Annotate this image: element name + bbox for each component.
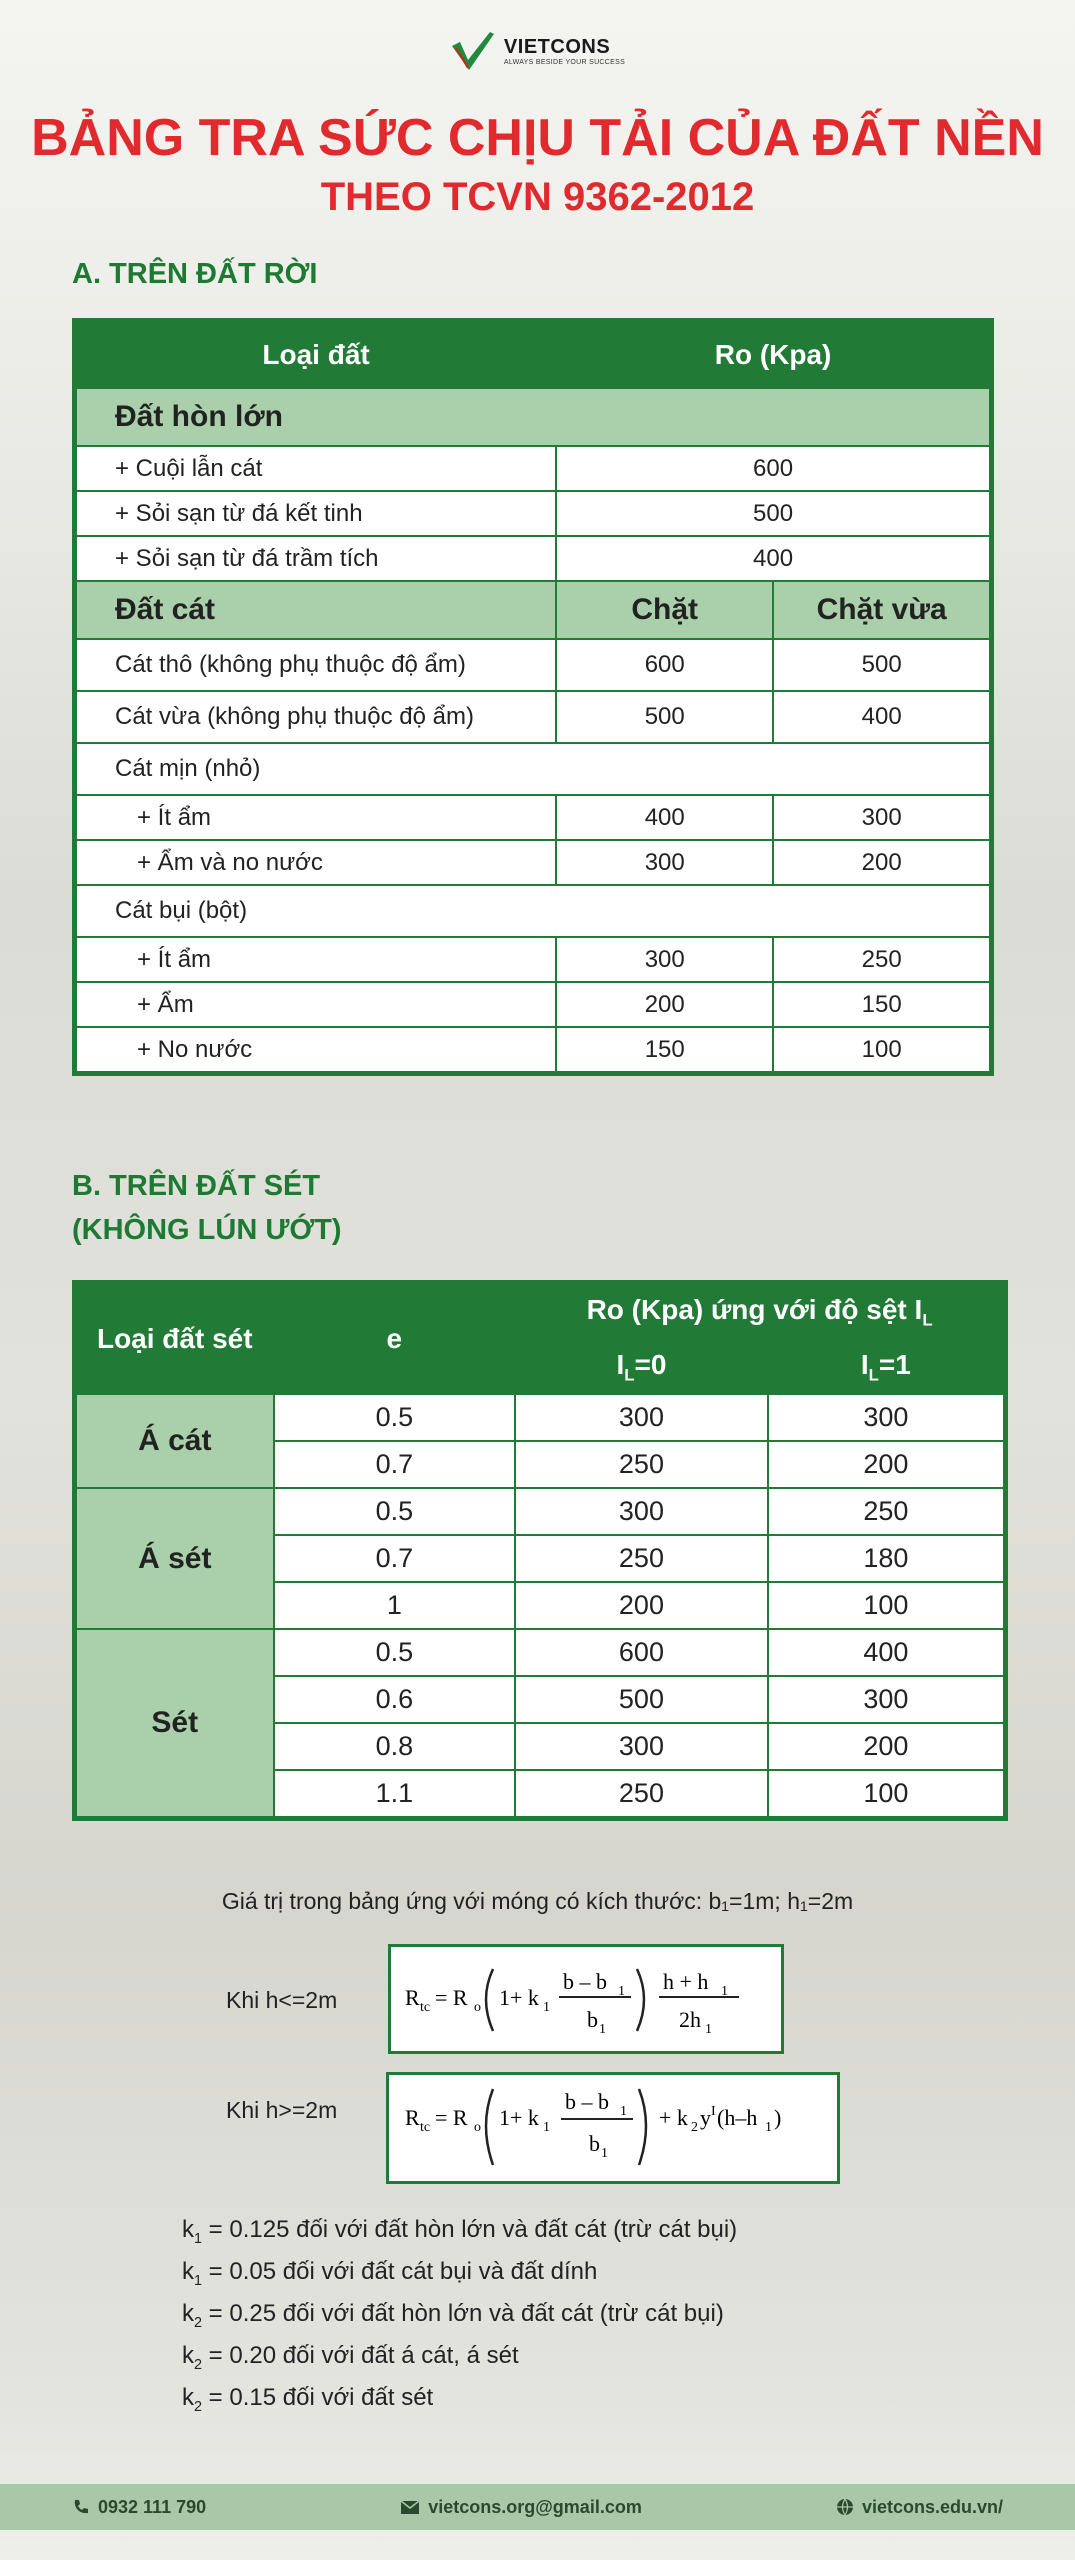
formula-box-1 <box>388 1944 784 2054</box>
row-label: + Ẩm và no nước <box>75 840 557 885</box>
svg-text:o: o <box>474 2000 481 2015</box>
row-label: + Sỏi sạn từ đá kết tinh <box>75 491 557 536</box>
row-label: + No nước <box>75 1027 557 1074</box>
cell-il0: 200 <box>515 1582 768 1629</box>
table-row <box>75 1394 1006 1441</box>
checkmark-logo-icon <box>450 30 496 72</box>
row-value-dense: 200 <box>556 982 773 1027</box>
globe-icon <box>836 2498 854 2516</box>
brand-tagline: ALWAYS BESIDE YOUR SUCCESS <box>503 58 626 66</box>
page-title: BẢNG TRA SỨC CHỊU TẢI CỦA ĐẤT NỀN <box>31 109 1044 167</box>
section-b-title: B. TRÊN ĐẤT SÉT <box>72 1170 321 1202</box>
footer-phone[interactable]: 0932 111 790 <box>72 2497 206 2518</box>
svg-text:(h–h: (h–h <box>717 2105 758 2130</box>
page-subtitle: THEO TCVN 9362-2012 <box>320 175 755 219</box>
cell-il1: 250 <box>768 1488 1006 1535</box>
email-icon <box>400 2500 420 2515</box>
table-row <box>75 937 992 982</box>
cell-il1: 200 <box>768 1441 1006 1488</box>
soil-name: Sét <box>75 1629 274 1819</box>
cell-il1: 200 <box>768 1723 1006 1770</box>
table-row <box>75 446 992 491</box>
group-coarse-soil: Đất hòn lớn <box>75 388 992 446</box>
cell-il1: 100 <box>768 1770 1006 1819</box>
row-value: 600 <box>556 446 991 491</box>
row-label: Cát thô (không phụ thuộc độ ẩm) <box>75 639 557 691</box>
svg-text:1: 1 <box>543 2000 550 2015</box>
svg-text:): ) <box>774 2105 782 2130</box>
cell-e: 0.7 <box>274 1441 516 1488</box>
row-value-medium: 250 <box>773 937 991 982</box>
condition-2: Khi h>=2m <box>226 2097 338 2123</box>
svg-text:b: b <box>589 2131 600 2156</box>
row-value: 500 <box>556 491 991 536</box>
table-row <box>75 795 992 840</box>
svg-text:b: b <box>587 2007 598 2032</box>
phone-icon <box>72 2498 90 2516</box>
cell-e: 1.1 <box>274 1770 516 1819</box>
header-e: e <box>274 1283 516 1395</box>
row-value-medium: 300 <box>773 795 991 840</box>
header-clay-type: Loại đất sét <box>75 1283 274 1395</box>
header-dense: Chặt <box>556 581 773 639</box>
table-clay-soil <box>72 1280 1008 1821</box>
svg-text:o: o <box>474 2120 481 2135</box>
cell-e: 0.5 <box>274 1629 516 1676</box>
svg-text:1: 1 <box>543 2120 550 2135</box>
svg-text:b – b: b – b <box>565 2089 609 2114</box>
row-value-medium: 400 <box>773 691 991 743</box>
svg-text:= R: = R <box>435 1985 468 2010</box>
row-label: + Ẩm <box>75 982 557 1027</box>
svg-text:1: 1 <box>601 2146 608 2161</box>
row-value-medium: 150 <box>773 982 991 1027</box>
table-row <box>75 691 992 743</box>
cell-il1: 400 <box>768 1629 1006 1676</box>
svg-text:1: 1 <box>705 2022 712 2037</box>
svg-text:+ k: + k <box>659 2105 688 2130</box>
row-value-medium: 500 <box>773 639 991 691</box>
subgroup-fine-sand: Cát mịn (nhỏ) <box>75 743 992 795</box>
svg-text:2: 2 <box>691 2120 698 2135</box>
svg-text:b – b: b – b <box>563 1969 607 1994</box>
svg-text:y: y <box>700 2105 711 2130</box>
cell-il0: 600 <box>515 1629 768 1676</box>
cell-e: 0.8 <box>274 1723 516 1770</box>
svg-text:2h: 2h <box>679 2007 701 2032</box>
footer-email[interactable]: vietcons.org@gmail.com <box>400 2497 642 2518</box>
header-il-1: $I_L=1$ <box>768 1340 1006 1394</box>
cell-il1: 300 <box>768 1676 1006 1723</box>
row-value-dense: 400 <box>556 795 773 840</box>
cell-il0: 300 <box>515 1723 768 1770</box>
svg-text:h + h: h + h <box>663 1969 709 1994</box>
cell-e: 0.5 <box>274 1488 516 1535</box>
row-value-dense: 150 <box>556 1027 773 1074</box>
svg-text:1: 1 <box>618 1984 625 1999</box>
svg-text:= R: = R <box>435 2105 468 2130</box>
row-value-dense: 300 <box>556 840 773 885</box>
svg-text:I: I <box>711 2104 716 2119</box>
table-row <box>75 639 992 691</box>
dimension-note: Giá trị trong bảng ứng với móng có kích thước: b₁=1m; h₁=2m <box>221 1888 854 1914</box>
section-a-title: A. TRÊN ĐẤT RỜI <box>72 258 318 290</box>
table-row <box>75 982 992 1027</box>
table-row <box>75 1488 1006 1535</box>
table-loose-soil <box>72 318 994 1076</box>
row-value-medium: 100 <box>773 1027 991 1074</box>
cell-il1: 180 <box>768 1535 1006 1582</box>
svg-text:1: 1 <box>599 2022 606 2037</box>
row-label: + Sỏi sạn từ đá trầm tích <box>75 536 557 581</box>
header-soil-type: Loại đất <box>75 321 557 389</box>
cell-il0: 500 <box>515 1676 768 1723</box>
cell-e: 1 <box>274 1582 516 1629</box>
footer-website[interactable]: vietcons.edu.vn/ <box>836 2497 1003 2518</box>
table-row <box>75 1027 992 1074</box>
header-medium-dense: Chặt vừa <box>773 581 991 639</box>
formula-1 <box>391 1947 781 2051</box>
row-value-dense: 300 <box>556 937 773 982</box>
row-label: + Cuội lẫn cát <box>75 446 557 491</box>
cell-il0: 300 <box>515 1488 768 1535</box>
svg-text:tc: tc <box>420 2000 431 2015</box>
cell-il1: 300 <box>768 1394 1006 1441</box>
k-line: $k_2 = 0.15$ đối với đất sét <box>182 2384 434 2415</box>
svg-text:1: 1 <box>765 2120 772 2135</box>
svg-text:R: R <box>405 1985 420 2010</box>
row-value-medium: 200 <box>773 840 991 885</box>
header-ro: Ro (Kpa) <box>556 321 991 389</box>
formula-2 <box>389 2075 837 2181</box>
formula-box-2 <box>386 2072 840 2184</box>
k-line: $k_1 = 0.125$ đối với đất hòn lớn và đất cát (trừ cát bụi) <box>182 2216 738 2247</box>
row-value-dense: 600 <box>556 639 773 691</box>
svg-text:R: R <box>405 2105 420 2130</box>
header-il-0: $I_L=0$ <box>515 1340 768 1394</box>
table-row <box>75 491 992 536</box>
svg-text:1: 1 <box>620 2104 627 2119</box>
group-sand: Đất cát <box>75 581 557 639</box>
table-row <box>75 840 992 885</box>
soil-name: Á cát <box>75 1394 274 1488</box>
cell-il0: 300 <box>515 1394 768 1441</box>
row-value-dense: 500 <box>556 691 773 743</box>
svg-text:tc: tc <box>420 2120 431 2135</box>
table-row <box>75 1629 1006 1676</box>
row-label: + Ít ẩm <box>75 937 557 982</box>
footer <box>0 2484 1075 2530</box>
brand-name: VIETCONS <box>503 35 611 58</box>
soil-name: Á sét <box>75 1488 274 1629</box>
cell-il0: 250 <box>515 1770 768 1819</box>
cell-il0: 250 <box>515 1535 768 1582</box>
cell-e: 0.7 <box>274 1535 516 1582</box>
k-line: $k_1 = 0.05$ đối với đất cát bụi và đất dính <box>182 2258 598 2289</box>
svg-text:1: 1 <box>721 1984 728 1999</box>
k-line: $k_2 = 0.25$ đối với đất hòn lớn và đất cát (trừ cát bụi) <box>182 2300 724 2331</box>
header-ro-consistency: Ro (Kpa) ứng với độ sệt $I_L$ <box>515 1283 1005 1341</box>
row-label: Cát vừa (không phụ thuộc độ ẩm) <box>75 691 557 743</box>
logo <box>0 30 1075 72</box>
row-label: + Ít ẩm <box>75 795 557 840</box>
cell-il0: 250 <box>515 1441 768 1488</box>
svg-text:1+ k: 1+ k <box>499 2105 539 2130</box>
table-row <box>75 536 992 581</box>
cell-il1: 100 <box>768 1582 1006 1629</box>
section-b-subtitle: (KHÔNG LÚN ƯỚT) <box>72 1214 342 1246</box>
cell-e: 0.5 <box>274 1394 516 1441</box>
row-value: 400 <box>556 536 991 581</box>
cell-e: 0.6 <box>274 1676 516 1723</box>
k-line: $k_2 = 0.20$ đối với đất á cát, á sét <box>182 2342 519 2373</box>
svg-text:1+ k: 1+ k <box>499 1985 539 2010</box>
subgroup-silty-sand: Cát bụi (bột) <box>75 885 992 937</box>
condition-1: Khi h<=2m <box>226 1987 338 2013</box>
